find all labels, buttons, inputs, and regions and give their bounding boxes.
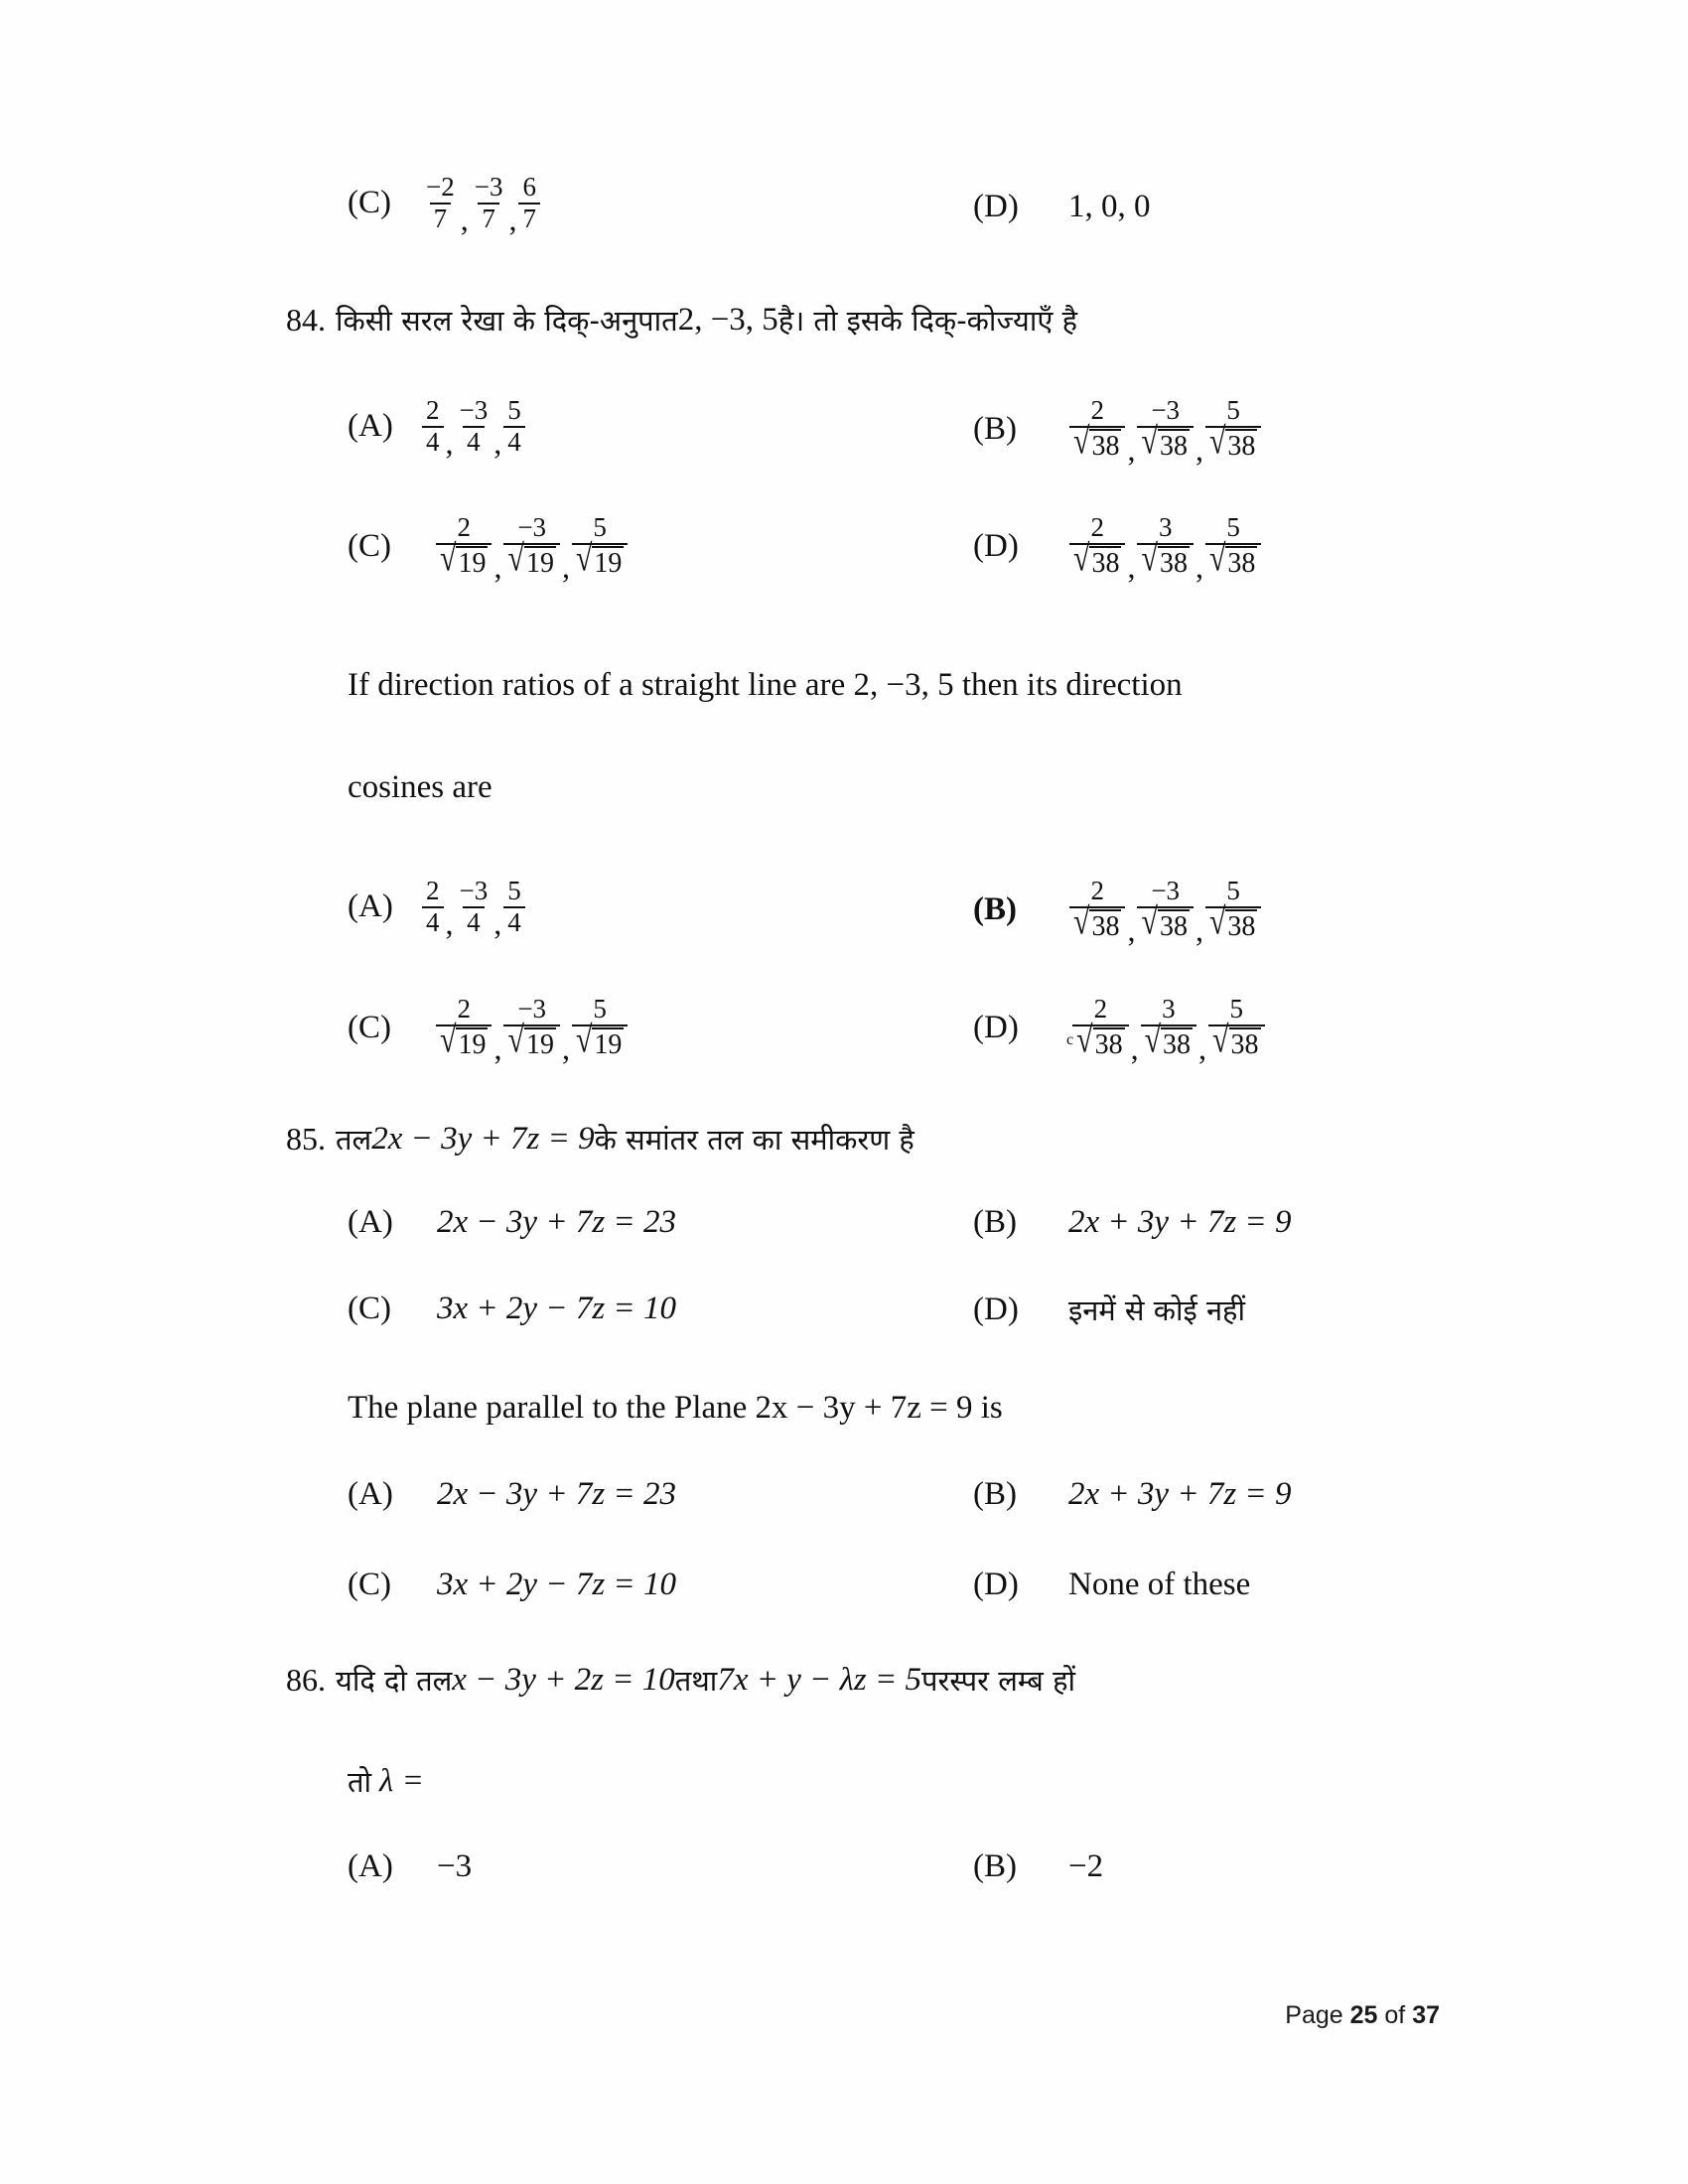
- separator-comma: ,: [508, 202, 517, 238]
- fraction-numerator: 2: [1090, 395, 1104, 425]
- separator-comma: ,: [1127, 911, 1136, 948]
- separator-comma: ,: [1130, 1029, 1139, 1066]
- square-root-icon: √ 38: [1073, 537, 1120, 579]
- fraction-denominator: [572, 537, 628, 580]
- fraction-numerator: 3: [1158, 512, 1173, 542]
- square-root-icon: √ 38: [1076, 1019, 1123, 1060]
- separator-comma: ,: [445, 905, 454, 942]
- question-86-math-part-2: 7x + y − λz = 5: [717, 1662, 922, 1698]
- fraction-numerator: 2: [426, 876, 440, 905]
- separator-comma: ,: [493, 1029, 502, 1066]
- question-86-stem-hindi-line-2: [348, 1762, 424, 1801]
- fraction: [1208, 996, 1264, 1061]
- square-root-icon: √ 38: [1073, 900, 1120, 942]
- fraction-denominator: [1137, 900, 1193, 943]
- fraction-numerator: 2: [426, 395, 440, 425]
- question-number-84: 84.: [286, 302, 326, 338]
- fraction: [1072, 996, 1128, 1061]
- fraction: [1137, 397, 1193, 463]
- question-84-option-d-english: [973, 994, 1266, 1066]
- fraction-denominator: [572, 1019, 628, 1061]
- question-85-option-b-english: [973, 1476, 1291, 1513]
- fraction-denominator: 4: [422, 906, 444, 937]
- separator-comma: ,: [460, 202, 469, 238]
- fraction-numerator: −3: [459, 395, 489, 425]
- option-value-c: 3x + 2y − 7z = 10: [437, 1567, 676, 1602]
- separator-comma: ,: [1195, 431, 1203, 468]
- question-85-hindi-part-1: तल: [336, 1123, 372, 1157]
- fraction-denominator: [436, 537, 492, 580]
- fraction-denominator: 4: [503, 906, 525, 937]
- fraction-denominator: 4: [503, 426, 525, 457]
- square-root-icon: √ 19: [575, 1019, 623, 1060]
- fraction-numerator: −3: [1151, 395, 1181, 425]
- fraction-numerator: 2: [1090, 512, 1104, 542]
- separator-comma: ,: [1195, 548, 1203, 585]
- question-86-stem-hindi-line-1: [286, 1661, 1075, 1700]
- option-value-c: [435, 512, 629, 585]
- fraction-numerator: 5: [593, 512, 607, 542]
- option-label-a: (A): [348, 888, 393, 925]
- option-label-a: (A): [348, 1476, 393, 1512]
- question-86-lambda-equals: λ =: [379, 1763, 424, 1799]
- option-label-d: (D): [973, 1567, 1019, 1602]
- square-root-icon: √ 38: [1208, 420, 1256, 462]
- question-85-option-b: [973, 1204, 1291, 1241]
- option-label-c: (C): [348, 185, 391, 221]
- fraction-denominator: [1069, 420, 1125, 463]
- page-footer: [1285, 2001, 1440, 2030]
- scan-artifact-character: c: [1066, 1030, 1074, 1048]
- fraction-numerator: 2: [457, 512, 471, 542]
- question-86-hindi-part-1: यदि दो तल: [336, 1664, 453, 1698]
- question-84-option-d: [973, 512, 1262, 585]
- question-84-stem-hindi: [286, 301, 1077, 340]
- option-label-d: (D): [973, 528, 1019, 565]
- option-value-a: 2x − 3y + 7z = 23: [437, 1204, 676, 1240]
- fraction: [471, 174, 507, 232]
- fraction: [436, 514, 492, 580]
- fraction-denominator: [1205, 900, 1261, 943]
- question-84-option-c-english: [348, 994, 629, 1066]
- square-root-icon: √ 19: [440, 537, 487, 579]
- separator-comma: ,: [561, 548, 570, 585]
- option-value-a: −3: [437, 1848, 473, 1884]
- fraction-numerator: 2: [1093, 994, 1108, 1024]
- square-root-icon: √ 38: [1144, 1019, 1192, 1060]
- option-row-carryover-c: [348, 172, 541, 238]
- fraction: [1205, 514, 1261, 580]
- separator-comma: ,: [561, 1029, 570, 1066]
- square-root-icon: √ 38: [1212, 1019, 1259, 1060]
- fraction-numerator: 5: [1226, 512, 1240, 542]
- question-84-math-part: 2, −3, 5: [677, 302, 778, 338]
- fraction-denominator: 7: [430, 203, 452, 233]
- fraction-numerator: 2: [1090, 876, 1104, 905]
- option-value-b: 2x + 3y + 7z = 9: [1068, 1476, 1292, 1512]
- option-value-d: [1068, 512, 1262, 585]
- option-label-b: (B): [973, 411, 1017, 448]
- fraction-numerator: 5: [507, 876, 521, 905]
- fraction: [422, 878, 444, 936]
- fraction: [1205, 878, 1261, 943]
- option-value-a: 2x − 3y + 7z = 23: [437, 1476, 676, 1512]
- question-85-stem-hindi: [286, 1120, 914, 1159]
- fraction: [503, 514, 559, 580]
- fraction: [1137, 514, 1193, 580]
- square-root-icon: √ 38: [1141, 420, 1188, 462]
- question-84-option-c: [348, 512, 629, 585]
- question-number-85: 85.: [286, 1121, 326, 1157]
- fraction-denominator: [1072, 1019, 1128, 1061]
- fraction: [436, 996, 492, 1061]
- separator-comma: ,: [1195, 911, 1203, 948]
- option-label-b: (B): [973, 1204, 1017, 1240]
- question-85-math-part: 2x − 3y + 7z = 9: [371, 1121, 595, 1157]
- fraction-numerator: 5: [593, 994, 607, 1024]
- square-root-icon: √ 38: [1141, 537, 1188, 579]
- question-86-hindi-part-2: तथा: [674, 1664, 718, 1698]
- fraction-denominator: 4: [422, 426, 444, 457]
- footer-page-label: Page: [1285, 2001, 1343, 2029]
- fraction: [422, 174, 459, 232]
- fraction: [1069, 878, 1125, 943]
- question-85-option-d-english: [973, 1567, 1250, 1603]
- fraction: [422, 397, 444, 456]
- square-root-icon: √ 19: [507, 537, 554, 579]
- option-value-d: [1064, 994, 1266, 1066]
- fraction-numerator: 5: [1226, 876, 1240, 905]
- fraction: [572, 996, 628, 1061]
- option-label-a: (A): [348, 1204, 393, 1240]
- fraction-numerator: 5: [507, 395, 521, 425]
- fraction-denominator: [1205, 420, 1261, 463]
- square-root-icon: √ 38: [1073, 420, 1120, 462]
- fraction-numerator: −3: [1151, 876, 1181, 905]
- fraction-denominator: [1137, 420, 1193, 463]
- option-value-c: 3x + 2y − 7z = 10: [437, 1291, 676, 1326]
- option-value-a: [421, 876, 526, 942]
- option-value-c: [421, 172, 541, 238]
- fraction-denominator: [503, 1019, 559, 1061]
- option-value-b: 2x + 3y + 7z = 9: [1068, 1204, 1292, 1240]
- square-root-icon: √ 38: [1141, 900, 1188, 942]
- footer-of-label: of: [1384, 2001, 1406, 2029]
- option-value-d: इनमें से कोई नहीं: [1068, 1294, 1245, 1327]
- question-84-option-a-english: [348, 876, 526, 942]
- fraction-denominator: [1137, 537, 1193, 580]
- question-86-math-part-1: x − 3y + 2z = 10: [452, 1662, 675, 1698]
- fraction: [456, 878, 492, 936]
- separator-comma: ,: [493, 548, 502, 585]
- question-86-hindi-then: तो: [348, 1765, 372, 1799]
- option-label-d: (D): [973, 1010, 1019, 1046]
- fraction: [456, 397, 492, 456]
- option-label-b: (B): [973, 1476, 1017, 1512]
- question-85-hindi-part-2: के समांतर तल का समीकरण है: [594, 1123, 914, 1157]
- fraction-numerator: 5: [1226, 395, 1240, 425]
- option-label-b: (B): [973, 1848, 1017, 1884]
- fraction-denominator: [1205, 537, 1261, 580]
- fraction: [503, 878, 525, 936]
- fraction-numerator: −3: [517, 994, 547, 1024]
- fraction-numerator: −2: [426, 172, 455, 202]
- option-value-c: [435, 994, 629, 1066]
- question-86-option-a: [348, 1848, 472, 1885]
- option-row-carryover-d: [973, 189, 1151, 225]
- fraction-denominator: [1208, 1019, 1264, 1061]
- fraction: [1137, 878, 1193, 943]
- question-86-option-b: [973, 1848, 1103, 1885]
- option-label-b: (B): [973, 891, 1017, 928]
- fraction-numerator: 5: [1229, 994, 1244, 1024]
- question-84-option-b-english: [973, 876, 1262, 948]
- fraction: [1069, 397, 1125, 463]
- fraction-denominator: [1069, 537, 1125, 580]
- option-label-c: (C): [348, 1291, 391, 1326]
- fraction-numerator: 6: [522, 172, 536, 202]
- question-85-stem-english: [348, 1390, 1003, 1427]
- option-value-d: None of these: [1068, 1567, 1251, 1602]
- question-85-option-c: [348, 1291, 676, 1327]
- footer-page-number: 25: [1349, 2001, 1378, 2029]
- fraction-denominator: 7: [478, 203, 499, 233]
- fraction-numerator: −3: [459, 876, 489, 905]
- square-root-icon: √ 19: [507, 1019, 554, 1060]
- fraction: [503, 996, 559, 1061]
- question-84-hindi-part-2: है। तो इसके दिक्-कोज्याएँ है: [777, 304, 1078, 338]
- question-85-option-a-english: [348, 1476, 676, 1513]
- square-root-icon: √ 38: [1208, 537, 1256, 579]
- question-85-option-d: [973, 1291, 1245, 1329]
- option-value-b: [1068, 395, 1262, 468]
- fraction-denominator: 7: [518, 203, 540, 233]
- fraction-denominator: 4: [463, 906, 485, 937]
- question-84-english-text-1: If direction ratios of a straight line are 2, −3, 5 then its direction: [348, 667, 1183, 703]
- question-85-english-text: The plane parallel to the Plane 2x − 3y + 7z = 9 is: [348, 1390, 1003, 1426]
- option-value-d: 1, 0, 0: [1068, 189, 1151, 224]
- fraction-denominator: 4: [463, 426, 485, 457]
- question-84-option-a: [348, 395, 526, 462]
- footer-total-pages: 37: [1412, 2001, 1440, 2029]
- option-label-d: (D): [973, 1292, 1019, 1327]
- fraction-denominator: [1141, 1019, 1196, 1061]
- fraction-numerator: 2: [457, 994, 471, 1024]
- option-label-c: (C): [348, 1010, 391, 1046]
- option-label-c: (C): [348, 528, 391, 565]
- fraction: [1141, 996, 1196, 1061]
- fraction-numerator: −3: [474, 172, 503, 202]
- option-value-b: [1068, 876, 1262, 948]
- option-label-a: (A): [348, 408, 393, 445]
- question-84-stem-english-line-1: [348, 667, 1183, 704]
- fraction: [1205, 397, 1261, 463]
- fraction-denominator: [1069, 900, 1125, 943]
- fraction: [503, 397, 525, 456]
- question-84-stem-english-line-2: [348, 769, 492, 806]
- question-85-option-c-english: [348, 1567, 676, 1603]
- question-85-option-a: [348, 1204, 676, 1241]
- fraction-numerator: −3: [517, 512, 547, 542]
- question-number-86: 86.: [286, 1662, 326, 1698]
- separator-comma: ,: [1127, 431, 1136, 468]
- separator-comma: ,: [493, 905, 502, 942]
- square-root-icon: √ 19: [440, 1019, 487, 1060]
- separator-comma: ,: [445, 425, 454, 462]
- separator-comma: ,: [1127, 548, 1136, 585]
- option-value-b: −2: [1068, 1848, 1104, 1884]
- separator-comma: ,: [493, 425, 502, 462]
- option-label-c: (C): [348, 1567, 391, 1602]
- fraction: [1069, 514, 1125, 580]
- option-label-a: (A): [348, 1848, 393, 1884]
- fraction: [572, 514, 628, 580]
- question-84-option-b: [973, 395, 1262, 468]
- option-label-d: (D): [973, 189, 1019, 224]
- question-86-hindi-part-3: परस्पर लम्ब हों: [921, 1664, 1075, 1698]
- fraction-denominator: [503, 537, 559, 580]
- question-84-english-text-2: cosines are: [348, 769, 492, 805]
- separator-comma: ,: [1198, 1029, 1207, 1066]
- fraction-numerator: 3: [1162, 994, 1176, 1024]
- square-root-icon: √ 19: [575, 537, 623, 579]
- option-value-a: [421, 395, 526, 462]
- fraction-denominator: [436, 1019, 492, 1061]
- fraction: [518, 174, 540, 232]
- square-root-icon: √ 38: [1208, 900, 1256, 942]
- question-84-hindi-part-1: किसी सरल रेखा के दिक्-अनुपात: [336, 304, 678, 338]
